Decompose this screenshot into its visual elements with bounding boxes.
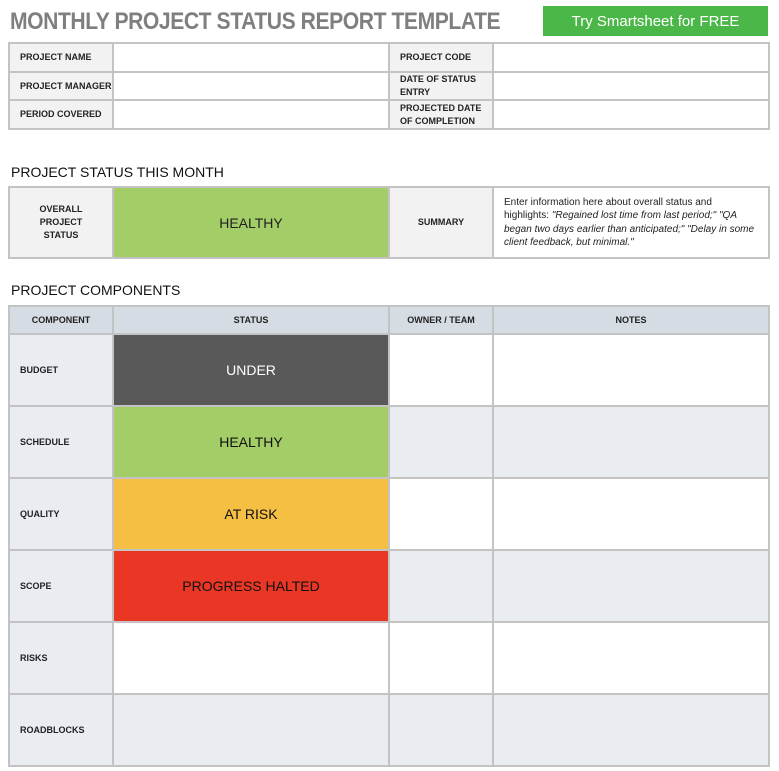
project-manager-field[interactable] (113, 72, 389, 100)
header-status: STATUS (113, 306, 389, 334)
component-row (9, 550, 769, 622)
component-notes[interactable] (493, 406, 769, 478)
overall-status-value[interactable]: HEALTHY (113, 187, 389, 258)
component-notes[interactable] (493, 334, 769, 406)
period-covered-label: PERIOD COVERED (9, 100, 113, 129)
projected-date-field[interactable] (493, 100, 769, 129)
summary-field[interactable] (493, 187, 769, 258)
component-status[interactable]: AT RISK (113, 478, 389, 550)
project-name-field[interactable] (113, 43, 389, 72)
component-notes[interactable] (493, 622, 769, 694)
project-manager-label: PROJECT MANAGER (9, 72, 113, 100)
component-name: SCHEDULE (9, 406, 113, 478)
component-notes[interactable] (493, 694, 769, 766)
components-heading: PROJECT COMPONENTS (11, 282, 181, 298)
summary-quotes: "Regained lost time from last period;" "QA began two days earlier than anticipated;" "Delay in some client feedback, but minimal." (504, 210, 755, 248)
component-owner[interactable] (389, 334, 493, 406)
page-title: MONTHLY PROJECT STATUS REPORT TEMPLATE (10, 8, 501, 35)
component-notes[interactable] (493, 478, 769, 550)
component-status[interactable] (113, 694, 389, 766)
projected-date-label: PROJECTED DATE OF COMPLETION (389, 100, 493, 129)
project-code-field[interactable] (493, 43, 769, 72)
component-owner[interactable] (389, 622, 493, 694)
try-smartsheet-button[interactable]: Try Smartsheet for FREE (543, 6, 768, 36)
component-status[interactable]: HEALTHY (113, 406, 389, 478)
date-of-status-field[interactable] (493, 72, 769, 100)
component-owner[interactable] (389, 406, 493, 478)
component-name: BUDGET (9, 334, 113, 406)
component-status[interactable]: UNDER (113, 334, 389, 406)
project-code-label: PROJECT CODE (389, 43, 493, 72)
date-of-status-label: DATE OF STATUS ENTRY (389, 72, 493, 100)
overall-status-label: OVERALL PROJECT STATUS (9, 187, 113, 258)
components-table (8, 305, 770, 767)
component-row (9, 406, 769, 478)
summary-intro: Enter information here about overall status and highlights: (504, 196, 712, 221)
component-name: RISKS (9, 622, 113, 694)
header-owner: OWNER / TEAM (389, 306, 493, 334)
component-name: SCOPE (9, 550, 113, 622)
component-notes[interactable] (493, 550, 769, 622)
component-row (9, 478, 769, 550)
component-name: QUALITY (9, 478, 113, 550)
project-name-label: PROJECT NAME (9, 43, 113, 72)
component-owner[interactable] (389, 478, 493, 550)
header-component: COMPONENT (9, 306, 113, 334)
summary-label: SUMMARY (389, 187, 493, 258)
status-heading: PROJECT STATUS THIS MONTH (11, 164, 224, 180)
header-notes: NOTES (493, 306, 769, 334)
project-info-table (8, 42, 770, 130)
period-covered-field[interactable] (113, 100, 389, 129)
component-status[interactable] (113, 622, 389, 694)
component-name: ROADBLOCKS (9, 694, 113, 766)
component-owner[interactable] (389, 550, 493, 622)
component-row (9, 694, 769, 766)
status-table (8, 186, 770, 259)
component-row (9, 334, 769, 406)
component-owner[interactable] (389, 694, 493, 766)
component-row (9, 622, 769, 694)
component-status[interactable]: PROGRESS HALTED (113, 550, 389, 622)
